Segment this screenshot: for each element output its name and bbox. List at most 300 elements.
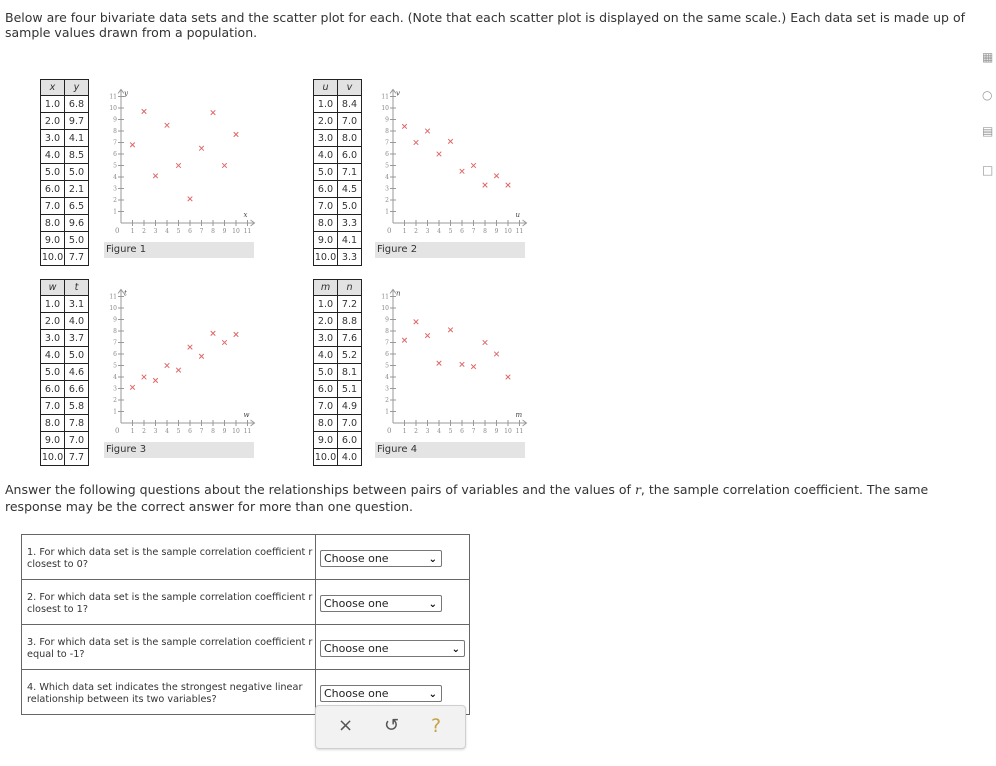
y-tick-label: 2: [113, 397, 117, 404]
x-tick-label: 10: [504, 228, 512, 235]
help-button[interactable]: ?: [431, 715, 442, 737]
data-table-2: [313, 79, 362, 266]
data-point: [460, 362, 465, 367]
x-value-cell: 6.0: [41, 381, 65, 398]
y-value-cell: 8.0: [338, 130, 362, 147]
figure-1-caption: Figure 1: [104, 242, 254, 258]
x-value-cell: 7.0: [314, 398, 338, 415]
question-row: [22, 580, 470, 625]
x-value-cell: 5.0: [314, 164, 338, 181]
x-tick-label: 3: [153, 428, 158, 435]
x-value-cell: 6.0: [314, 381, 338, 398]
table-row: [41, 113, 89, 130]
question-3-select[interactable]: [320, 640, 465, 657]
x-tick-label: 7: [199, 228, 204, 235]
y-tick-label: 5: [385, 162, 389, 170]
y-value-cell: 8.5: [65, 147, 89, 164]
table-row: [314, 330, 362, 347]
question-intro-variable: r: [634, 482, 641, 497]
y-value-cell: 7.7: [65, 249, 89, 266]
x-value-cell: 6.0: [314, 181, 338, 198]
y-value-cell: 7.0: [65, 432, 89, 449]
question-2-text: 2. For which data set is the sample correlation coefficient r closest to 1?: [22, 580, 316, 625]
data-point: [142, 109, 147, 114]
table-row: [314, 249, 362, 266]
x-value-cell: 4.0: [41, 147, 65, 164]
calculator-icon[interactable]: ▦: [982, 50, 994, 64]
y-value-cell: 7.0: [338, 113, 362, 130]
x-value-cell: 3.0: [314, 330, 338, 347]
y-tick-label: 7: [385, 139, 389, 147]
x-tick-label: 11: [243, 428, 252, 435]
data-point: [234, 332, 239, 337]
data-point: [471, 364, 476, 369]
scatter-plot-2: [378, 82, 532, 238]
chevron-down-icon: ⌄: [428, 554, 437, 565]
y-tick-label: 7: [113, 339, 117, 347]
y-value-cell: 5.8: [65, 398, 89, 415]
x-value-cell: 8.0: [41, 415, 65, 432]
y-axis-label: t: [124, 289, 127, 298]
data-point: [494, 174, 499, 179]
table-row: [314, 381, 362, 398]
y-tick-label: 10: [381, 305, 389, 312]
table-row: [314, 113, 362, 130]
x-value-cell: 3.0: [314, 130, 338, 147]
y-tick-label: 6: [113, 351, 117, 358]
data-point: [153, 174, 158, 179]
data-table-4: [313, 279, 362, 466]
table-row: [41, 96, 89, 113]
table-row: [314, 296, 362, 313]
y-value-cell: 3.7: [65, 330, 89, 347]
question-3-text: 3. For which data set is the sample correlation coefficient r equal to -1?: [22, 625, 316, 670]
y-tick-label: 7: [113, 139, 117, 147]
y-tick-label: 9: [113, 116, 117, 124]
x-tick-label: 1: [402, 228, 407, 235]
y-tick-label: 5: [113, 162, 117, 170]
x-tick-label: 8: [483, 228, 487, 235]
table-row: [314, 313, 362, 330]
data-point: [448, 328, 453, 333]
data-point: [414, 140, 419, 145]
y-tick-label: 1: [385, 208, 389, 216]
x-value-cell: 3.0: [41, 130, 65, 147]
data-point: [188, 197, 193, 202]
table-row: [41, 330, 89, 347]
x-value-cell: 2.0: [314, 113, 338, 130]
data-point: [222, 340, 227, 345]
table-row: [41, 347, 89, 364]
table-row: [314, 232, 362, 249]
x-value-cell: 10.0: [41, 249, 65, 266]
chevron-down-icon: ⌄: [428, 689, 437, 700]
table-row: [41, 232, 89, 249]
x-value-cell: 1.0: [314, 296, 338, 313]
x-tick-label: 10: [232, 428, 240, 435]
figure-3-caption: Figure 3: [104, 442, 254, 458]
y-value-cell: 8.4: [338, 96, 362, 113]
table-row: [314, 432, 362, 449]
x-value-cell: 5.0: [41, 164, 65, 181]
x-value-cell: 7.0: [314, 198, 338, 215]
y-column-header: t: [65, 280, 89, 296]
x-tick-label: 2: [142, 228, 146, 235]
table-row: [41, 215, 89, 232]
questions-table: [21, 534, 470, 715]
origin-label: 0: [115, 427, 120, 435]
x-tick-label: 9: [494, 428, 499, 435]
x-tick-label: 7: [471, 228, 476, 235]
x-tick-label: 6: [460, 228, 464, 235]
table-row: [41, 415, 89, 432]
scatter-plot-3: [106, 282, 260, 438]
x-tick-label: 5: [448, 228, 453, 235]
x-axis-label: w: [243, 411, 250, 419]
y-tick-label: 4: [385, 374, 389, 381]
table-header-row: [41, 80, 89, 96]
y-value-cell: 4.1: [65, 130, 89, 147]
x-tick-label: 11: [243, 228, 252, 235]
y-value-cell: 7.8: [65, 415, 89, 432]
data-point: [437, 152, 442, 157]
data-point: [165, 123, 170, 128]
table-header-row: [314, 80, 362, 96]
figure-2-caption: Figure 2: [375, 242, 525, 258]
y-value-cell: 4.9: [338, 398, 362, 415]
x-tick-label: 11: [515, 428, 524, 435]
x-tick-label: 3: [153, 228, 158, 235]
x-tick-label: 7: [471, 428, 476, 435]
x-value-cell: 2.0: [41, 113, 65, 130]
x-column-header: x: [41, 80, 65, 96]
y-value-cell: 4.1: [338, 232, 362, 249]
y-column-header: n: [338, 280, 362, 296]
y-tick-label: 2: [113, 197, 117, 204]
table-header-row: [314, 280, 362, 296]
y-value-cell: 6.0: [338, 147, 362, 164]
data-point: [494, 352, 499, 357]
data-point: [222, 163, 227, 168]
scatter-plot-4: [378, 282, 532, 438]
x-tick-label: 6: [188, 228, 192, 235]
table-row: [41, 130, 89, 147]
data-point: [425, 129, 430, 134]
data-point: [130, 385, 135, 390]
y-value-cell: 7.6: [338, 330, 362, 347]
y-tick-label: 4: [113, 174, 117, 181]
x-value-cell: 10.0: [314, 449, 338, 466]
y-value-cell: 4.0: [65, 313, 89, 330]
data-point: [506, 183, 511, 188]
y-value-cell: 4.0: [338, 449, 362, 466]
data-point: [402, 124, 407, 129]
figure-4-caption: Figure 4: [375, 442, 525, 458]
answer-toolbar: [315, 705, 466, 749]
data-point: [130, 143, 135, 148]
x-value-cell: 9.0: [41, 432, 65, 449]
y-tick-label: 10: [381, 105, 389, 112]
y-tick-label: 8: [385, 128, 389, 135]
question-1-select[interactable]: [320, 550, 442, 567]
y-tick-label: 6: [385, 351, 389, 358]
table-row: [314, 164, 362, 181]
table-row: [41, 449, 89, 466]
chevron-down-icon: ⌄: [451, 644, 460, 655]
x-value-cell: 8.0: [314, 215, 338, 232]
x-value-cell: 8.0: [41, 215, 65, 232]
data-table-3: [40, 279, 89, 466]
table-row: [314, 130, 362, 147]
table-row: [314, 215, 362, 232]
y-tick-label: 4: [385, 174, 389, 181]
table-row: [314, 415, 362, 432]
x-value-cell: 9.0: [314, 432, 338, 449]
x-tick-label: 1: [402, 428, 407, 435]
x-tick-label: 4: [437, 228, 441, 235]
data-point: [165, 363, 170, 368]
data-point: [471, 163, 476, 168]
scatter-plot-1: [106, 82, 260, 238]
x-value-cell: 5.0: [314, 364, 338, 381]
x-tick-label: 6: [188, 428, 192, 435]
x-tick-label: 4: [165, 228, 169, 235]
y-tick-label: 9: [113, 316, 117, 324]
y-value-cell: 7.7: [65, 449, 89, 466]
x-column-header: u: [314, 80, 338, 96]
y-tick-label: 5: [385, 362, 389, 370]
data-point: [188, 345, 193, 350]
y-value-cell: 8.8: [338, 313, 362, 330]
y-tick-label: 3: [113, 185, 117, 193]
y-tick-label: 5: [113, 362, 117, 370]
select-value: Choose one: [324, 552, 389, 565]
table-row: [41, 432, 89, 449]
data-point: [483, 183, 488, 188]
y-value-cell: 4.5: [338, 181, 362, 198]
y-axis-label: y: [124, 89, 128, 98]
y-value-cell: 6.0: [338, 432, 362, 449]
y-value-cell: 5.0: [65, 164, 89, 181]
x-axis-label: x: [243, 211, 248, 219]
y-tick-label: 6: [385, 151, 389, 158]
x-tick-label: 4: [165, 428, 169, 435]
y-value-cell: 3.3: [338, 249, 362, 266]
y-value-cell: 5.0: [65, 347, 89, 364]
x-tick-label: 1: [130, 228, 135, 235]
x-tick-label: 5: [176, 228, 181, 235]
x-value-cell: 2.0: [41, 313, 65, 330]
y-tick-label: 8: [385, 328, 389, 335]
y-value-cell: 9.6: [65, 215, 89, 232]
question-4-text: 4. Which data set indicates the strongest negative linear relationship between its two variables?: [22, 670, 316, 715]
x-tick-label: 2: [414, 428, 418, 435]
x-tick-label: 11: [515, 228, 524, 235]
data-point: [211, 110, 216, 115]
clear-button[interactable]: ×: [338, 715, 354, 736]
x-tick-label: 10: [232, 228, 240, 235]
data-point: [483, 340, 488, 345]
data-point: [506, 375, 511, 380]
table-row: [41, 249, 89, 266]
x-axis-label: u: [515, 211, 521, 219]
y-tick-label: 3: [385, 385, 389, 393]
y-value-cell: 7.2: [338, 296, 362, 313]
y-value-cell: 6.6: [65, 381, 89, 398]
y-value-cell: 5.0: [338, 198, 362, 215]
question-intro-part1: Answer the following questions about the relationships between pairs of variables and the values of: [5, 482, 635, 497]
y-tick-label: 9: [385, 316, 389, 324]
x-tick-label: 8: [211, 228, 215, 235]
y-value-cell: 4.6: [65, 364, 89, 381]
x-value-cell: 1.0: [41, 296, 65, 313]
data-point: [234, 132, 239, 137]
data-point: [199, 354, 204, 359]
x-tick-label: 8: [483, 428, 487, 435]
x-value-cell: 4.0: [314, 147, 338, 164]
key-icon[interactable]: ○: [982, 88, 993, 102]
y-tick-label: 1: [385, 408, 389, 416]
table-row: [314, 347, 362, 364]
x-value-cell: 6.0: [41, 181, 65, 198]
x-tick-label: 1: [130, 428, 135, 435]
y-tick-label: 9: [385, 116, 389, 124]
data-point: [402, 338, 407, 343]
question-row: [22, 535, 470, 580]
y-tick-label: 11: [381, 93, 389, 101]
question-intro-part2: , the sample correlation coefficient. The same response may be the correct answer for more than one question.: [5, 482, 929, 514]
table-row: [314, 181, 362, 198]
question-4-select[interactable]: [320, 685, 442, 702]
y-value-cell: 6.8: [65, 96, 89, 113]
x-value-cell: 9.0: [41, 232, 65, 249]
y-value-cell: 8.1: [338, 364, 362, 381]
table-row: [41, 147, 89, 164]
table-row: [41, 296, 89, 313]
table-row: [41, 164, 89, 181]
y-value-cell: 2.1: [65, 181, 89, 198]
y-value-cell: 5.0: [65, 232, 89, 249]
y-tick-label: 1: [113, 208, 117, 216]
x-tick-label: 4: [437, 428, 441, 435]
x-value-cell: 7.0: [41, 398, 65, 415]
x-tick-label: 3: [425, 228, 430, 235]
x-tick-label: 5: [176, 428, 181, 435]
y-tick-label: 8: [113, 128, 117, 135]
x-tick-label: 9: [494, 228, 499, 235]
x-value-cell: 7.0: [41, 198, 65, 215]
table-row: [41, 364, 89, 381]
y-tick-label: 2: [385, 397, 389, 404]
y-value-cell: 5.1: [338, 381, 362, 398]
y-value-cell: 3.1: [65, 296, 89, 313]
x-value-cell: 9.0: [314, 232, 338, 249]
table-row: [41, 381, 89, 398]
feedback-icon[interactable]: □: [982, 163, 994, 177]
table-row: [314, 198, 362, 215]
x-value-cell: 1.0: [314, 96, 338, 113]
x-value-cell: 4.0: [314, 347, 338, 364]
x-value-cell: 4.0: [41, 347, 65, 364]
x-tick-label: 8: [211, 428, 215, 435]
table-row: [41, 198, 89, 215]
table-row: [314, 364, 362, 381]
x-value-cell: 10.0: [314, 249, 338, 266]
table-header-row: [41, 280, 89, 296]
x-tick-label: 2: [142, 428, 146, 435]
y-tick-label: 3: [385, 185, 389, 193]
table-row: [41, 313, 89, 330]
y-tick-label: 7: [385, 339, 389, 347]
y-axis-label: v: [396, 89, 400, 98]
select-value: Choose one: [324, 642, 389, 655]
data-point: [176, 368, 181, 373]
question-2-select[interactable]: [320, 595, 442, 612]
x-tick-label: 3: [425, 428, 430, 435]
table-row: [314, 398, 362, 415]
x-value-cell: 10.0: [41, 449, 65, 466]
y-value-cell: 6.5: [65, 198, 89, 215]
x-tick-label: 2: [414, 228, 418, 235]
y-tick-label: 4: [113, 374, 117, 381]
undo-button[interactable]: ↺: [384, 715, 400, 736]
y-value-cell: 7.1: [338, 164, 362, 181]
data-point: [176, 163, 181, 168]
question-1-text: 1. For which data set is the sample correlation coefficient r closest to 0?: [22, 535, 316, 580]
y-column-header: y: [65, 80, 89, 96]
notes-icon[interactable]: ▤: [982, 124, 994, 138]
select-value: Choose one: [324, 687, 389, 700]
data-point: [142, 375, 147, 380]
data-point: [437, 361, 442, 366]
x-value-cell: 5.0: [41, 364, 65, 381]
data-table-1: [40, 79, 89, 266]
y-tick-label: 6: [113, 151, 117, 158]
y-tick-label: 3: [113, 385, 117, 393]
y-value-cell: 5.2: [338, 347, 362, 364]
data-point: [199, 146, 204, 151]
x-column-header: w: [41, 280, 65, 296]
x-value-cell: 8.0: [314, 415, 338, 432]
question-row: [22, 625, 470, 670]
y-tick-label: 2: [385, 197, 389, 204]
y-tick-label: 10: [109, 305, 117, 312]
x-column-header: m: [314, 280, 338, 296]
x-tick-label: 9: [222, 428, 227, 435]
y-tick-label: 1: [113, 408, 117, 416]
y-column-header: v: [338, 80, 362, 96]
x-tick-label: 7: [199, 428, 204, 435]
x-tick-label: 5: [448, 428, 453, 435]
table-row: [314, 449, 362, 466]
table-row: [314, 147, 362, 164]
origin-label: 0: [387, 227, 392, 235]
y-value-cell: 7.0: [338, 415, 362, 432]
table-row: [41, 181, 89, 198]
table-row: [41, 398, 89, 415]
y-tick-label: 8: [113, 328, 117, 335]
y-tick-label: 11: [381, 293, 389, 301]
select-value: Choose one: [324, 597, 389, 610]
instructions-text: Below are four bivariate data sets and the scatter plot for each. (Note that each scatter plot is displayed on the same scale.) Each data set is made up of sample values drawn from a population.: [5, 10, 966, 40]
x-tick-label: 9: [222, 228, 227, 235]
x-value-cell: 2.0: [314, 313, 338, 330]
data-point: [425, 333, 430, 338]
x-tick-label: 10: [504, 428, 512, 435]
origin-label: 0: [387, 427, 392, 435]
data-point: [460, 169, 465, 174]
y-tick-label: 11: [109, 293, 117, 301]
